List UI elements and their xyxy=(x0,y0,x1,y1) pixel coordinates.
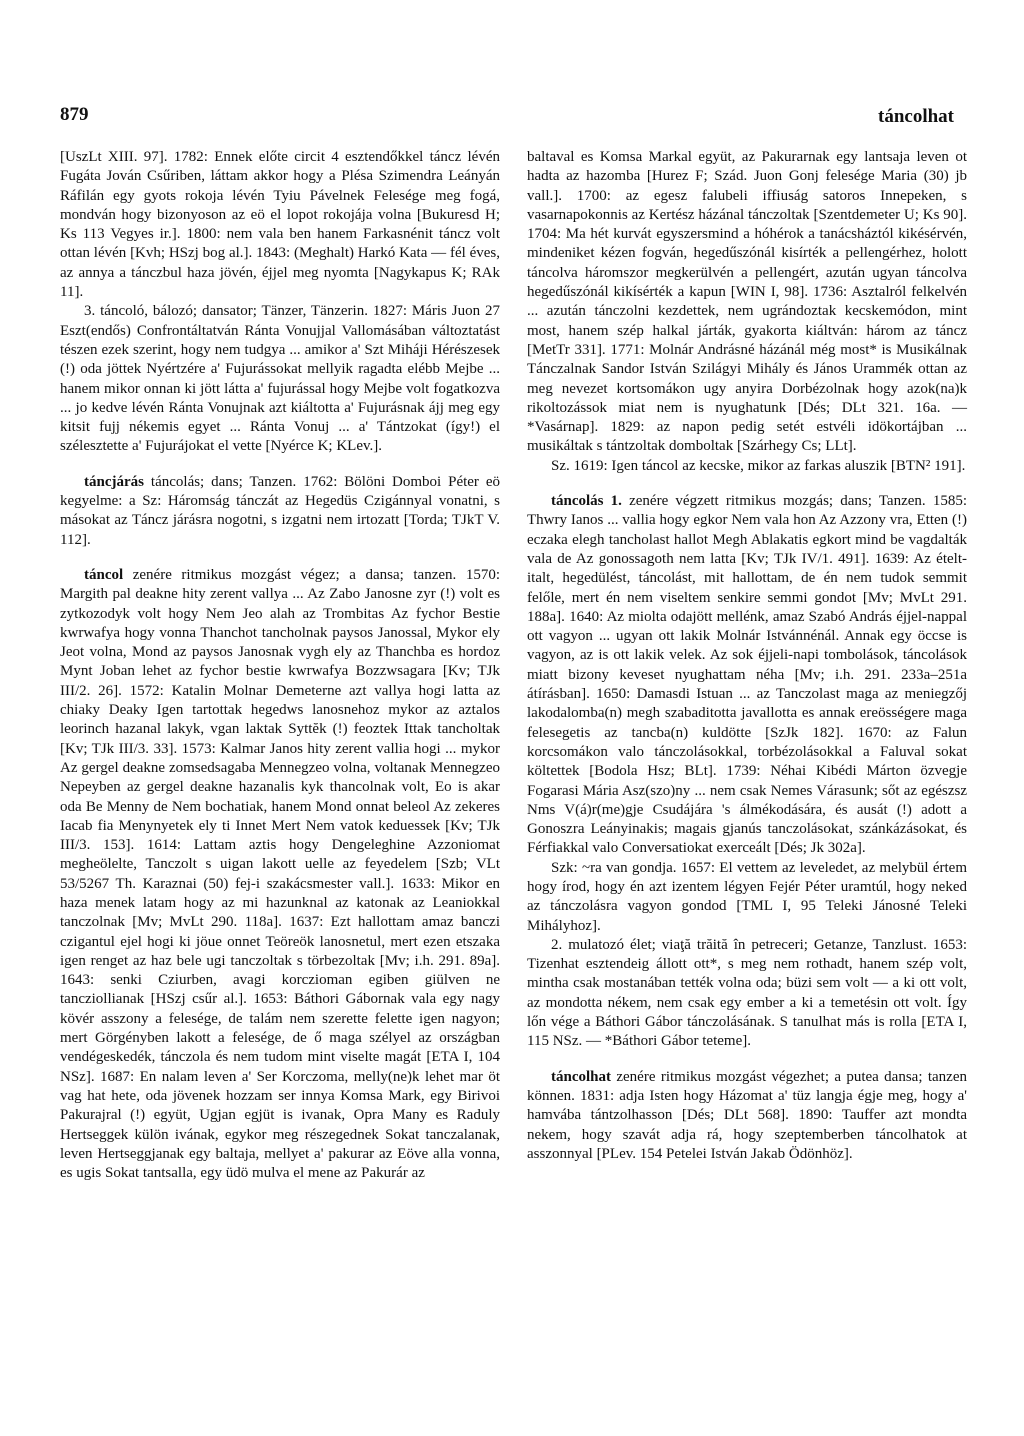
running-headword: táncolhat xyxy=(878,106,954,127)
entry-headword: táncolhat xyxy=(551,1068,611,1085)
right-column xyxy=(527,148,967,1164)
left-column xyxy=(60,148,500,1183)
entry-paragraph: [UszLt XIII. 97]. 1782: Ennek előte circit 4 esztendőkkel táncz lévén Fugáta Jován Csűriben, láttam akkor hogy a Plésa Szimendra Leányán Ráfilán egy gyots rokoja lévén Tyiu Pávelnek Felesége meg fogá, mondván hogy bizonyoson az eö el lopot rokojája volna [Bukuresd H; Ks 113 Vegyes ir.]. 1800: nem vala ben hanem Farkasnénit táncz volt ottan lévén [Kvh; HSzj bog al.]. 1843: (Meghalt) Harkó Kata — fél éves, az annya a tánczbul haza jövén, éjjel meg nyomta [Nagykapus K; RAk 11]. xyxy=(60,149,500,301)
sense-paragraph: Sz. 1619: Igen táncol az kecske, mikor az farkas aluszik [BTN² 191]. xyxy=(551,457,966,474)
entry-body: zenére ritmikus mozgást végezhet; a putea dansa; tanzen können. 1831: adja Isten hogy Házomat a' tüz langja égje meg, hogy a' hamvába tántzolhasson [Dés; DLt 568]. 1890: Tauffer azt mondta nekem, hogy szavát adja rá, hogy szeptemberben táncolhatok at asszonnyal [PLev. 154 Petelei István Jakab Ödönhöz]. xyxy=(527,1068,967,1162)
sense-paragraph: Szk: ~ra van gondja. 1657: El vettem az leveledet, az melybül értem hogy írod, hogy én azt izentem légyen Fejér Péter uramtúl, hogy neked az tánczolásra vagyon gondod [TML I, 95 Teleki Jánosné Teleki Mihályhoz]. xyxy=(527,859,967,934)
entry-paragraph: baltaval es Komsa Markal együt, az Pakurarnak egy lantsaja leven ot hadta az hazomba [Hurez F; Szád. Juon Gonj felesége Maria (30) jb vall.]. 1700: az egesz falubeli iffiuság satoros Innepeken, s vasarnapokonnis az Kertész házánal tánczoltak [Szentdemeter U; Ks 90]. 1704: Ma hét kurvát egyszersmind a hóhérok a tanácsháztól kikésérvén, mindeniket kézen fogván, hegedűszónál kisírték a pellengérhez, holott táncolva háromszor megkerülvén a pellengért, azután ugyan táncolva hegedűszónál kikísérték a kapun [WIN I, 98]. 1736: Asztalról felkelvén ... azután tánczolni kezdettek, nem ugrándoztak kecskemódon, mint most, hanem szép halkal járták, gyakorta kiáltván: három az táncz [MetTr 331]. 1771: Molnár Andrásné házánál még most* is Musikálnak Tánczalnak Sandor István Szilágyi Mihály és János Urammék ottan az meg nevezet kortsomákon ugy anyira Dorbézolnak hogy azok(na)k rikoltozássok miat nem is nyughatunk [Dés; DLt 321. 16a. — *Vasárnap]. 1829: az napon pedig setét estvéli idökortájban ... musikáltak s tántzoltak domboltak [Szárhegy Cs; LLt]. xyxy=(527,149,967,455)
sense-paragraph: 3. táncoló, bálozó; dansator; Tänzer, Tänzerin. 1827: Máris Juon 27 Eszt(endős) Confrontáltatván Ránta Vonujjal Vallomásában változtatást tészen ezek szerint, hogy nem tudgya ... amikor a' Szt Miháji Hérészesek (!) oda jöttek Nyértzére a' Fujurássokat mellyik ragadta elébb Mejbe ... hanem mikor onnan ki jött látta a' fujurással hogy Mejbe volt fogatkozva ... jo kedve lévén Ránta Vonujnak azt kiáltotta a' Fujurásnak ájj meg egy kitsit fujj nékemis egyet ... Ránta Vonuj ... a' Tántzokat (így!) el szélesztette a' Fujurájokat el vette [Nyérce K; KLev.]. xyxy=(60,303,500,455)
entry-body: zenére végzett ritmikus mozgás; dans; Tanzen. 1585: Thwry Ianos ... vallia hogy egkor Nem vala hon Az Azzony vra, Etten (!) eczaka elegh tancholast hallot Megh Ablakatis egkort mind be vagdalták vala de Az gonossagoth nem latta [Kv; TJk IV/1. 491]. 1639: Az ételt-italt, hegedülést, táncolást, mit hallottam, de én nem tudok semmit felőle, mert én nem viseltem senkire semmi gondot [Mv; MvLt 291. 188a]. 1640: Az miolta odajött mellénk, amaz Szabó András éjjel-nappal ott vagyon ... ugyan ott lakik Molnár Istvánnénál. Annak egy öccse is vagyon, az is ott lakik velek. Az sok éjjeli-napi tombolások, táncolások miatt bizony keveset nyughattam néha [Mv; i.h. 291. 233a–251a átírásban]. 1650: Damasdi Istuan ... az Tanczolast maga az meniegzőj lakodalomba(n) megh szabaditotta javallotta es annak ereösségere maga felesegetis az tancba(n) kuldötte [SzJk 182]. 1670: az Falun korcsomákon valo tánczolásokkal, torbézolásokkal a Faluval sokat költettek [Bodola Hsz; BLt]. 1739: Néhai Kibédi Márton özvegje Fogarasi Mária Asz(szo)ny ... nem csak Nemes Várasunk; sőt az egészsz Nms V(á)r(me)gje Csudájára 's álmékodására, és ausát (!) adott a Gonoszra Leányinakis; magais gjanús tanczolásokat, szánkázásokat, és Férfiakkal valo Conversatiokat exerceált [Dés; Jk 302a]. xyxy=(527,493,968,857)
entry-headword: táncolás 1. xyxy=(551,493,622,510)
dictionary-entry xyxy=(527,1068,967,1164)
entry-headword: táncol xyxy=(84,566,124,583)
sense-paragraph: 2. mulatozó élet; viaţă trăită în petreceri; Getanze, Tanzlust. 1653: Tizenhat esztendeig állott ott*, s meg nem rothadt, hanem szép volt, mintha csak mostanában tették volna oda; büzi sem volt — a ki ott volt, az mondotta nékem, nem csak egy ember a ki a temetésin ott volt. Így lőn vége a Báthori Gábor tánczolásának. S tanulhat más is rolla [ETA I, 115 NSz. — *Báthori Gábor teteme]. xyxy=(527,936,967,1050)
entry-body: zenére ritmikus mozgást végez; a dansa; tanzen. 1570: Margith pal deakne hity zerent vallya ... Az Zabo Janosne zyr (!) volt es zytkozodyk volt hogy Nem Jeo alah az Trombitas Az fychor Bestie kwrwafya hogy vonna Thanchot tancholnak paysos Janossal, Mykor ely Jeot volna, Mond az paysos Janosnak vygh ely az Thanchba es hordoz Mynt Joban lehet az fychor bestie kwrwafya Bozzwsagara [Kv; TJk III/2. 26]. 1572: Katalin Molnar Demeterne azt vallya hogi latta az chiaky Deaky Igen tartottak hegedws lanosnehoz mykor az aztalos leorinch hazanal lakyk, vgan laktak Syttĕk (!) feoztek Ittak tancholtak [Kv; TJk III/3. 33]. 1573: Kalmar Janos hity zerent vallia hogi ... mykor Az gergel deakne zomsedsagaba Mennegzeo volna, voltanak Mennegzeo Nepeyben az gergel deakne hazanalis kyk thancolnak volt, Eo is akar oda Be Menny de Nem bochatiak, hanem Mond onnat beleol Az zekeres Iacab fia Menynyetek ely ti Innet Mert Nem vatok keduessek [Kv; TJk III/3. 153]. 1614: Lattam aztis hogy Dengeleghine Azzoniomat megheölelte, Tanczolt s uigan lakott uelle az feyedelem [Szb; VLt 53/5267 Th. Karaznai (50) fej-i szakácsmester vall.]. 1633: Mikor en haza menek latam hogy az mi hazunknal az katonak az Leaniokkal tanczolnak [Mv; MvLt 290. 118a]. 1637: Ezt hallottam amaz banczi czigantul ejel hogi ki jöue onnet Teöreök lanosnetul, mert ezen etszaka igen renget az haz bele ugi tanczoltak s törbezoltak [Mv; i.h. 291. 89a]. 1643: senki Cziurben, avagi korczioman egiben giülven ne tancziollianak [HSzj csűr al.]. 1653: Báthori Gábornak vala egy nagy kövér asszony a felesége, de talám nem szerette felette igen nagyon; mert Görgényben lakott a felesége, de ő maga szélyel az országban vendégeskedék, tánczola és nem tudom mint viselte magát [ETA I, 104 NSz]. 1687: En nalam leven a' Ser Korczoma, melly(ne)k lehet mar öt vag hat hete, oda jövenek hozzam ser innya Komsa Mark, egy Birivoi Pakurajral (!) együt, Ugjan egjüt is ivanak, Opra Many es Raduly Hertseggek külön ivának, egykor meg részegednek Sokat tanczalanak, leven Hertseggjanak egy baltaja, mellyet a' pakurar az Eöve alla vonna, es ugis Sokat tantsalla, egy üdö mulva el mene az Pakurár az xyxy=(60,566,500,1182)
entry-body: táncolás; dans; Tanzen. 1762: Bölöni Domboi Péter eö kegyelme: a Sz: Háromság tánczát az Hegedüs Czigánnyal vonatni, s másokat az Táncz járásra nogotni, s izgatni nem irtozatt [Torda; TJkT V. 112]. xyxy=(60,473,500,548)
page-number: 879 xyxy=(60,104,89,125)
entry-headword: táncjárás xyxy=(84,473,144,490)
dictionary-entry xyxy=(60,473,500,550)
dictionary-entry xyxy=(60,566,500,1184)
dictionary-entry xyxy=(527,492,967,859)
